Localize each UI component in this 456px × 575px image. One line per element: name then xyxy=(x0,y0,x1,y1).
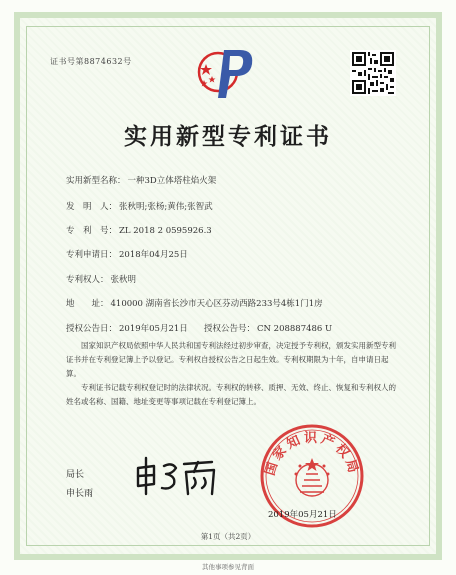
grant-row xyxy=(66,322,188,334)
grant-date-value: 2019年05月21日 xyxy=(119,324,188,334)
cnipa-logo-icon xyxy=(196,42,262,104)
inventor-row xyxy=(66,200,213,212)
director-signature xyxy=(132,454,222,500)
footer-note: 其他事项参见背面 xyxy=(202,563,254,571)
filing-date-row xyxy=(66,248,188,260)
patentee-label: 专利权人： xyxy=(66,275,109,285)
address-value: 410000 湖南省长沙市天心区芬动西路233号4栋1门1房 xyxy=(110,299,323,309)
certificate-title: 实用新型专利证书 xyxy=(124,123,332,150)
grant-number-row xyxy=(204,322,332,334)
certificate-number: 证书号第8874632号 xyxy=(50,57,132,66)
patent-number-label: 专 利 号： xyxy=(66,226,118,236)
certificate-paragraph-1: 国家知识产权局依照中华人民共和国专利法经过初步审查，决定授予专利权，颁发实用新型专利证书并在专利登记簿上予以登记。专利权自授权公告之日起生效。专利权期限为十年，自申请日起算。 xyxy=(66,341,396,378)
seal-date: 2019年05月21日 xyxy=(268,510,337,520)
grant-number-value: CN 208887486 U xyxy=(257,324,333,334)
grant-date-label: 授权公告日： xyxy=(66,324,118,334)
certificate-paragraph-2: 专利证书记载专利权登记时的法律状况。专利权的转移、质押、无效、终止、恢复和专利权人的姓名或名称、国籍、地址变更等事项记载在专利登记簿上。 xyxy=(66,383,396,406)
filing-date-value: 2018年04月25日 xyxy=(119,250,188,260)
filing-date-label: 专利申请日： xyxy=(66,250,118,260)
patentee-value: 张秋明 xyxy=(110,275,137,285)
inventor-label: 发 明 人： xyxy=(66,202,118,212)
patent-number-row xyxy=(66,224,212,236)
inventor-value: 张秋明;张杨;黄伟;张智武 xyxy=(119,202,213,212)
director-block xyxy=(66,467,93,499)
model-name-value: 一种3D立体塔柱焰火架 xyxy=(127,176,217,186)
patentee-row xyxy=(66,273,136,285)
director-title: 局长 xyxy=(66,470,85,480)
director-name: 申长雨 xyxy=(66,489,94,499)
grant-number-label: 授权公告号： xyxy=(204,324,256,334)
page-number: 第1页（共2页） xyxy=(200,532,256,541)
model-name-row xyxy=(66,174,216,186)
patent-number-value: ZL 2018 2 0595926.3 xyxy=(119,226,212,236)
qr-code xyxy=(350,50,396,96)
model-name-label: 实用新型名称： xyxy=(66,176,126,186)
address-label: 地 址： xyxy=(66,299,109,309)
address-row xyxy=(66,297,323,309)
svg-text:国家知识产权局: 国家知识产权局 xyxy=(262,431,362,478)
